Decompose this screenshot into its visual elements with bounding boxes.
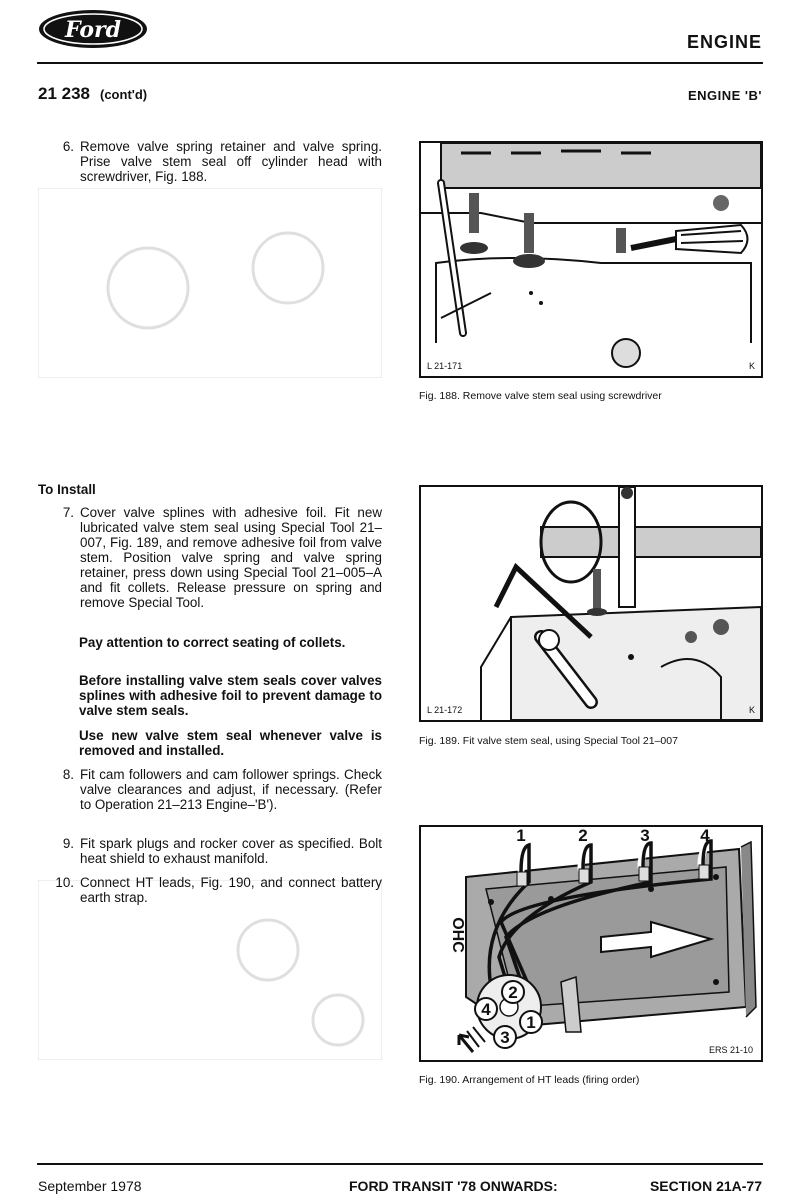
footer-rule xyxy=(37,1163,763,1165)
step-number: 6. xyxy=(62,139,74,154)
step-text: Remove valve spring retainer and valve spring. Prise valve stem seal off cylinder head with screwdriver, Fig. 188. xyxy=(80,139,382,184)
figure-188-caption: Fig. 188. Remove valve stem seal using screwdriver xyxy=(419,390,662,402)
cylinder-label-3: 3 xyxy=(640,827,650,845)
note-adhesive-foil: Before installing valve stem seals cover valves splines with adhesive foil to prevent damage to valve stem seals. xyxy=(79,673,382,718)
bleed-through-illustration xyxy=(38,188,382,378)
figure-ref: L 21-171 xyxy=(427,361,463,371)
step-9 xyxy=(38,836,382,866)
cylinder-label-4: 4 xyxy=(700,827,710,845)
operation-cont: (cont'd) xyxy=(100,87,148,102)
figure-190-caption: Fig. 190. Arrangement of HT leads (firing order) xyxy=(419,1074,640,1086)
step-text: Connect HT leads, Fig. 190, and connect battery earth strap. xyxy=(80,875,382,905)
distributor-label-2: 2 xyxy=(508,983,518,1002)
section-title: ENGINE xyxy=(686,32,762,52)
ford-logo xyxy=(37,8,149,50)
note-new-seal: Use new valve stem seal whenever valve is removed and installed. xyxy=(79,728,382,758)
figure-190-illustration xyxy=(421,827,761,1060)
figure-189-illustration xyxy=(421,487,761,720)
distributor-label-1: 1 xyxy=(526,1013,536,1032)
figure-190 xyxy=(419,825,763,1062)
figure-corner-mark: K xyxy=(748,705,755,715)
bleed-through-illustration-2 xyxy=(38,880,382,1060)
figure-188 xyxy=(419,141,763,378)
cylinder-label-1: 1 xyxy=(516,827,526,845)
step-text: Fit spark plugs and rocker cover as specified. Bolt heat shield to exhaust manifold. xyxy=(80,836,382,866)
figure-ref: L 21-172 xyxy=(427,705,463,715)
footer-section: SECTION 21A-77 xyxy=(649,1178,762,1194)
step-7 xyxy=(38,505,382,610)
footer-date: September 1978 xyxy=(38,1178,142,1194)
figure-corner-mark: K xyxy=(748,361,755,371)
distributor-label-4: 4 xyxy=(481,1000,491,1019)
step-number: 10. xyxy=(55,875,74,890)
step-number: 8. xyxy=(62,767,74,782)
step-6 xyxy=(38,139,382,184)
cylinder-label-2: 2 xyxy=(578,827,588,845)
step-10 xyxy=(38,875,382,905)
operation-number: 21 238 xyxy=(38,84,90,103)
step-text: Fit cam followers and cam follower springs. Check valve clearances and adjust, if necessary. (Refer to Operation 21–213 Engine–'B'). xyxy=(80,767,382,812)
note-collets: Pay attention to correct seating of collets. xyxy=(79,635,346,650)
figure-188-illustration xyxy=(421,143,761,376)
install-heading: To Install xyxy=(38,482,96,497)
ford-logo-text: Ford xyxy=(64,17,122,43)
figure-189-caption: Fig. 189. Fit valve stem seal, using Special Tool 21–007 xyxy=(419,735,678,747)
step-number: 7. xyxy=(62,505,74,520)
header-rule xyxy=(37,62,763,64)
step-number: 9. xyxy=(62,836,74,851)
step-8 xyxy=(38,767,382,812)
distributor-label-3: 3 xyxy=(500,1028,510,1047)
figure-ref: ERS 21-10 xyxy=(708,1045,753,1055)
ohc-label: OHC xyxy=(449,917,466,953)
engine-label: ENGINE 'B' xyxy=(687,88,762,103)
figure-189 xyxy=(419,485,763,722)
step-text: Cover valve splines with adhesive foil. Fit new lubricated valve stem seal using Special Tool 21–007, Fig. 189, and remove adhesive foil from valve stem. Position valve spring and valve spring retainer, press down using Special Tool 21–005–A and fit collets. Release pressure on spring and remove Special Tool. xyxy=(80,505,382,610)
operation-heading xyxy=(38,84,147,104)
footer-publication: FORD TRANSIT '78 ONWARDS: xyxy=(349,1178,558,1194)
